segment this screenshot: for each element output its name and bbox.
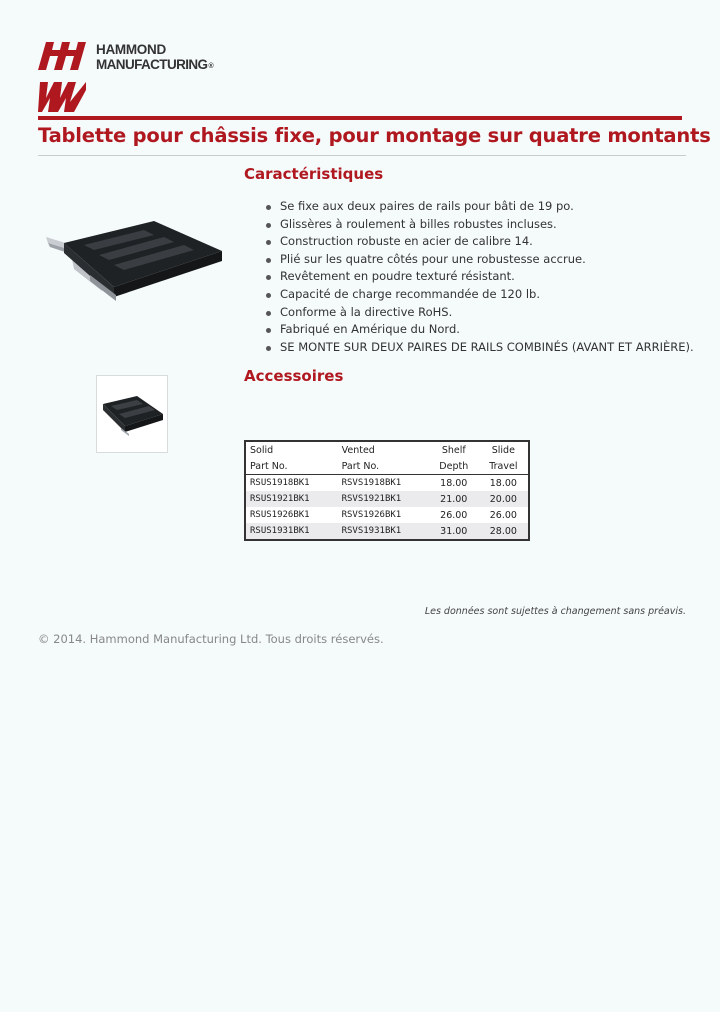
table-row bbox=[245, 523, 529, 540]
solid-part-number[interactable]: RSUS1918BK1 bbox=[250, 478, 310, 488]
product-thumbnail[interactable] bbox=[96, 375, 168, 453]
table-header-cell: Shelf bbox=[441, 444, 466, 456]
header-red-rule bbox=[38, 116, 682, 120]
table-header-cell: Travel bbox=[479, 458, 529, 475]
table-header-cell: Part No. bbox=[245, 458, 338, 475]
list-item: Capacité de charge recommandée de 120 lb. bbox=[264, 286, 694, 304]
vented-part-number[interactable]: RSVS1926BK1 bbox=[341, 510, 402, 520]
shelf-depth: 31.00 bbox=[440, 525, 468, 537]
slide-travel: 18.00 bbox=[489, 477, 517, 489]
list-item: Glissères à roulement à billes robustes incluses. bbox=[264, 216, 694, 234]
part-numbers-table bbox=[244, 440, 530, 541]
copyright-text: © 2014. Hammond Manufacturing Ltd. Tous droits réservés. bbox=[38, 632, 384, 646]
accessories-heading: Accessoires bbox=[244, 367, 344, 385]
solid-part-number[interactable]: RSUS1926BK1 bbox=[250, 510, 310, 520]
vented-part-number[interactable]: RSVS1921BK1 bbox=[341, 494, 402, 504]
vented-part-number[interactable]: RSVS1931BK1 bbox=[341, 526, 402, 536]
shelf-depth: 18.00 bbox=[440, 477, 468, 489]
slide-travel: 20.00 bbox=[489, 493, 517, 505]
list-item: Fabriqué en Amérique du Nord. bbox=[264, 321, 694, 339]
brand-wordmark bbox=[96, 42, 213, 74]
table-row bbox=[245, 475, 529, 492]
shelf-depth: 21.00 bbox=[440, 493, 468, 505]
solid-part-number[interactable]: RSUS1921BK1 bbox=[250, 494, 310, 504]
brand-line1: HAMMOND bbox=[96, 42, 166, 57]
table-header-cell: Vented bbox=[341, 444, 375, 456]
table-row bbox=[245, 507, 529, 523]
slide-travel: 26.00 bbox=[489, 509, 517, 521]
disclaimer-text: Les données sont sujettes à changement sans préavis. bbox=[424, 606, 686, 617]
table-header-cell: Solid bbox=[250, 444, 274, 456]
table-header-cell: Slide bbox=[491, 444, 515, 456]
list-item: SE MONTE SUR DEUX PAIRES DE RAILS COMBINÉS (AVANT ET ARRIÈRE). bbox=[264, 339, 694, 357]
table-header-cell: Depth bbox=[429, 458, 479, 475]
page-title: Tablette pour châssis fixe, pour montage sur quatre montants bbox=[38, 124, 711, 147]
list-item: Se fixe aux deux paires de rails pour bâti de 19 po. bbox=[264, 198, 694, 216]
vented-part-number[interactable]: RSVS1918BK1 bbox=[341, 478, 402, 488]
brand-line2 bbox=[96, 57, 213, 74]
list-item: Conforme à la directive RoHS. bbox=[264, 304, 694, 322]
slide-travel: 28.00 bbox=[489, 525, 517, 537]
shelf-depth: 26.00 bbox=[440, 509, 468, 521]
table-row bbox=[245, 491, 529, 507]
hammond-logo-mark-icon bbox=[38, 42, 88, 112]
table-header-row bbox=[245, 441, 529, 458]
brand-line2-text: MANUFACTURING bbox=[96, 57, 208, 72]
table-header-row bbox=[245, 458, 529, 475]
thumbnail-image bbox=[97, 376, 167, 452]
features-heading: Caractéristiques bbox=[244, 165, 384, 183]
features-list bbox=[264, 198, 694, 356]
solid-part-number[interactable]: RSUS1931BK1 bbox=[250, 526, 310, 536]
table-header-cell: Part No. bbox=[338, 458, 429, 475]
list-item: Revêtement en poudre texturé résistant. bbox=[264, 268, 694, 286]
list-item: Construction robuste en acier de calibre 14. bbox=[264, 233, 694, 251]
title-divider bbox=[38, 155, 686, 156]
list-item: Plié sur les quatre côtés pour une robustesse accrue. bbox=[264, 251, 694, 269]
brand-registered-mark: ® bbox=[208, 63, 214, 70]
product-image bbox=[44, 215, 224, 315]
hammond-logo bbox=[38, 42, 228, 114]
